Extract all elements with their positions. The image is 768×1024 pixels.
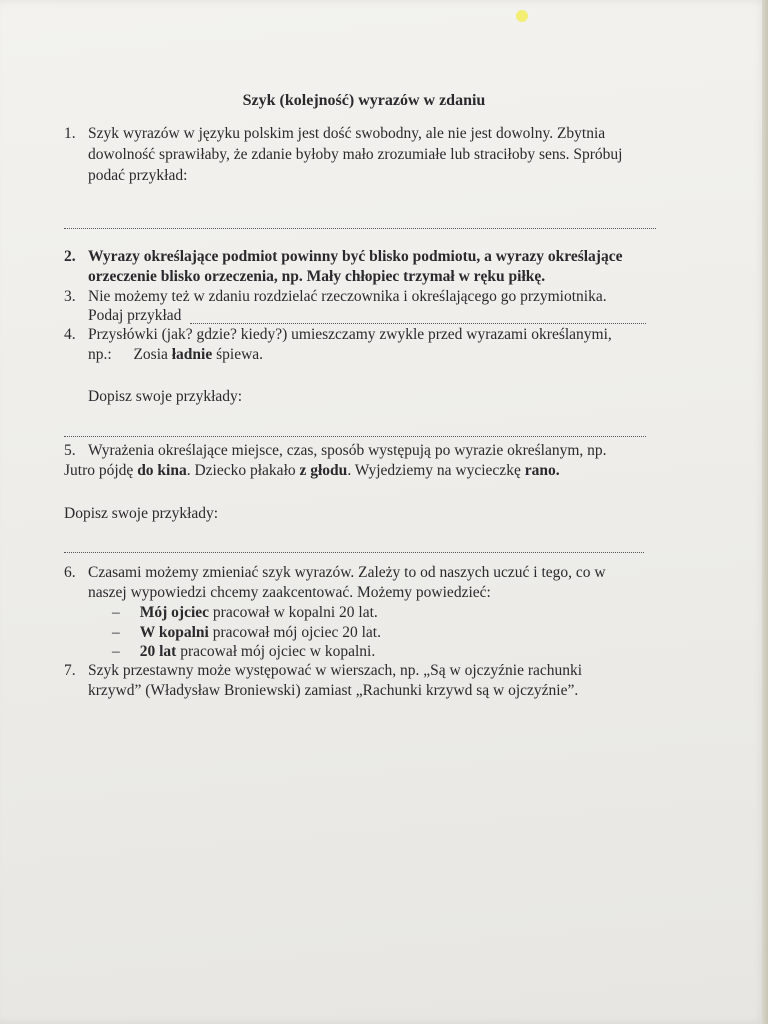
bullet-dash: – [112, 604, 120, 621]
bullet-bold-text: Mój ojciec [139, 604, 210, 621]
item-1-line-1: Szyk wyrazów w języku polskim jest dość swobodny, ale nie jest dowolny. Zbytnia [88, 125, 606, 142]
item-5-line-1: Wyrażenia określające miejsce, czas, sposób występują po wyrazie określanym, np. [88, 442, 607, 459]
yellow-stain [516, 10, 528, 22]
item-4-prompt: Dopisz swoje przykłady: [88, 388, 243, 405]
item-4-example [88, 345, 263, 364]
item-4-example-word-1: Zosia [133, 346, 168, 363]
item-6-bullet-2 [112, 623, 381, 642]
item-4-number: 4. [64, 326, 76, 343]
item-2-line-2: orzeczenie blisko orzeczenia, np. Mały chłopiec trzymał w ręku piłkę. [88, 268, 546, 285]
item-7-line-1: Szyk przestawny może występować w wierszach, np. „Są w ojczyźnie rachunki [88, 662, 583, 679]
item-6-number: 6. [64, 564, 76, 581]
item-1-line-3: podać przykład: [88, 167, 188, 184]
bullet-rest-text: pracował mój ojciec w kopalni. [176, 643, 376, 660]
item-4-example-prefix: np.: [88, 346, 112, 363]
item-5-text-c: . Wyjedziemy na wycieczkę [347, 462, 525, 479]
bullet-bold-text: 20 lat [139, 643, 177, 660]
worksheet-title: Szyk (kolejność) wyrazów w zdaniu [242, 92, 486, 109]
item-1-line-2: dowolność sprawiłaby, że zdanie byłoby mało zrozumiałe lub straciłoby sens. Spróbuj [88, 146, 623, 163]
item-5-answer-line[interactable] [64, 552, 644, 553]
item-7-number: 7. [64, 662, 76, 679]
item-2-number: 2. [64, 248, 76, 265]
item-6-line-1: Czasami możemy zmieniać szyk wyrazów. Zależy to od naszych uczuć i tego, co w [88, 564, 606, 581]
item-2-line-1: Wyrazy określające podmiot powinny być blisko podmiotu, a wyrazy określające [88, 248, 623, 265]
bullet-dash: – [112, 643, 120, 660]
item-7-line-2: krzywd” (Władysław Broniewski) zamiast „Rachunki krzywd są w ojczyźnie”. [88, 682, 579, 699]
item-4-example-word-2: śpiewa. [216, 346, 264, 363]
item-1-number: 1. [64, 125, 76, 142]
item-5-line-2 [64, 461, 560, 480]
bullet-rest-text: pracował mój ojciec 20 lat. [208, 624, 381, 641]
item-5-bold-b: z głodu [299, 462, 348, 479]
item-3-number: 3. [64, 288, 76, 305]
item-5-text-a: Jutro pójdę [64, 462, 138, 479]
item-5-prompt: Dopisz swoje przykłady: [64, 505, 219, 522]
item-6-line-2: naszej wypowiedzi chcemy zaakcentować. Możemy powiedzieć: [88, 584, 491, 601]
item-4-line-1: Przysłówki (jak? gdzie? kiedy?) umieszczamy zwykle przed wyrazami określanymi, [88, 326, 612, 343]
item-1-answer-line[interactable] [64, 228, 656, 229]
bullet-rest-text: pracował w kopalni 20 lat. [209, 604, 378, 621]
item-6-bullet-1 [112, 603, 378, 622]
item-5-text-b: . Dziecko płakało [186, 462, 300, 479]
item-5-bold-c: rano. [524, 462, 560, 479]
item-5-bold-a: do kina [137, 462, 187, 479]
page-edge [762, 0, 768, 1024]
item-5-number: 5. [64, 442, 76, 459]
item-6-bullet-3 [112, 642, 375, 661]
item-4-answer-line[interactable] [64, 436, 646, 437]
item-4-example-bold-word: ładnie [171, 346, 213, 363]
item-3-line-1: Nie możemy też w zdaniu rozdzielać rzeczownika i określającego go przymiotnika. [88, 288, 607, 305]
item-3-answer-line[interactable] [190, 323, 646, 324]
item-3-line-2: Podaj przykład [88, 307, 182, 324]
bullet-bold-text: W kopalni [139, 624, 209, 641]
bullet-dash: – [112, 624, 120, 641]
